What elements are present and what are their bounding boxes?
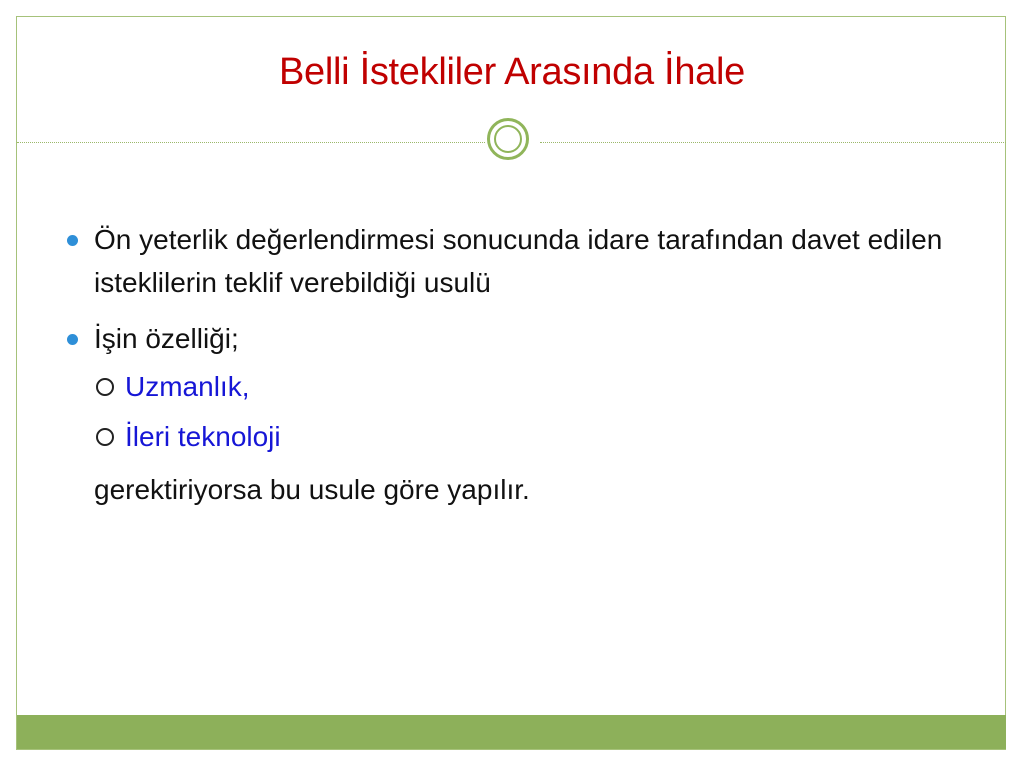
conclusion-text: gerektiriyorsa bu usule göre yapılır. xyxy=(94,474,530,505)
title-divider-left xyxy=(17,142,485,143)
slide-body xyxy=(64,218,964,511)
inner-ring xyxy=(494,125,522,153)
slide-title: Belli İstekliler Arasında İhale xyxy=(279,51,745,93)
footer-bar xyxy=(17,715,1006,749)
bullet-dot-icon xyxy=(67,235,78,246)
bullet-item xyxy=(64,317,964,360)
bullet-text: İşin özelliği; xyxy=(94,323,239,354)
sub-bullet-text: İleri teknoloji xyxy=(125,421,281,452)
bullet-dot-icon xyxy=(67,334,78,345)
hollow-circle-icon xyxy=(96,378,114,396)
bullet-text: Ön yeterlik değerlendirmesi sonucunda idare tarafından davet edilen isteklilerin teklif verebildiği usulü xyxy=(94,224,943,298)
double-ring-icon xyxy=(487,118,529,160)
sub-bullet-text: Uzmanlık, xyxy=(125,371,250,402)
title-divider-right xyxy=(540,142,1006,143)
sub-bullet-item xyxy=(64,412,964,462)
hollow-circle-icon xyxy=(96,428,114,446)
sub-bullet-item xyxy=(64,362,964,412)
bullet-item xyxy=(64,218,964,304)
